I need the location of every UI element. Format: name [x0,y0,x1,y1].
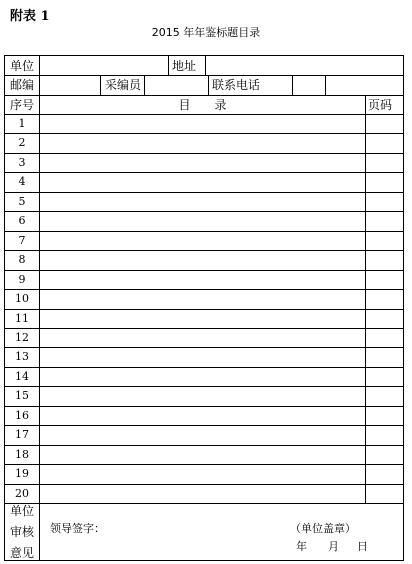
row-number: 17 [15,428,29,442]
grid-line [5,250,403,251]
catalog-form [4,55,404,561]
page-number-field[interactable] [366,153,403,172]
row-number: 16 [15,408,29,422]
address-label: 地址 [172,58,197,73]
page-number-field[interactable] [366,250,403,269]
grid-line [5,367,403,368]
contents-entry-field[interactable] [40,133,365,152]
contents-entry-field[interactable] [40,347,365,366]
contents-entry-field[interactable] [40,270,365,289]
grid-line [208,75,209,95]
grid-line [5,114,403,115]
seq-header: 序号 [10,97,35,112]
page-number-field[interactable] [366,445,403,464]
month-label: 月 [328,539,339,553]
row-number: 3 [18,155,26,169]
contents-entry-field[interactable] [40,445,365,464]
appendix-label: 附表 1 [10,9,50,24]
row-number: 18 [15,447,29,461]
postcode-field[interactable] [43,75,98,95]
row-number: 19 [15,467,29,481]
row-number: 12 [15,330,29,344]
grid-line [5,270,403,271]
row-number: 20 [15,486,29,500]
page-number-field[interactable] [366,289,403,308]
contents-entry-field[interactable] [40,309,365,328]
contents-entry-field[interactable] [40,328,365,347]
grid-line [205,56,206,75]
page-number-field[interactable] [366,172,403,191]
contents-entry-field[interactable] [40,425,365,444]
page-number-field[interactable] [366,231,403,250]
contents-entry-field[interactable] [40,386,365,405]
row-number: 1 [18,117,26,130]
grid-line [325,75,326,95]
page-number-field[interactable] [366,425,403,444]
year-label: 年 [296,539,307,553]
row-number: 14 [15,369,29,383]
contents-entry-field[interactable] [40,484,365,503]
review-label [5,505,39,559]
phone-label: 联系电话 [212,78,261,92]
row-number: 5 [18,194,26,208]
row-number: 8 [18,253,26,267]
unit-label: 单位 [10,58,35,73]
page-number-field[interactable] [366,328,403,347]
row-number: 6 [18,214,26,228]
page-number-field[interactable] [366,309,403,328]
unit-field[interactable] [43,56,168,75]
contents-entry-field[interactable] [40,367,365,386]
contents-entry-field[interactable] [40,289,365,308]
leader-signature-label: 领导签字： [50,521,105,535]
grid-line [5,445,403,446]
grid-line [5,192,403,193]
row-number: 13 [15,350,29,364]
grid-line [5,95,403,96]
grid-line [5,386,403,387]
row-number: 2 [18,136,26,150]
page-number-field[interactable] [366,464,403,483]
postcode-label: 邮编 [10,78,35,92]
grid-line [168,56,169,75]
page-number-field[interactable] [366,386,403,405]
address-field[interactable] [208,56,398,75]
contents-entry-field[interactable] [40,192,365,211]
contents-header: 目 录 [178,97,227,112]
review-label-line2: 审核 [9,525,34,539]
contents-entry-field[interactable] [40,211,365,230]
grid-line [144,75,145,95]
editor-label: 采编员 [105,78,142,92]
grid-line [5,231,403,232]
grid-line [292,75,293,95]
page-header: 页码 [368,97,393,112]
grid-line [5,347,403,348]
page-number-field[interactable] [366,133,403,152]
row-number: 9 [18,272,26,286]
page-number-field[interactable] [366,347,403,366]
seal-label: （单位盖章） [290,521,356,535]
grid-line [5,211,403,212]
grid-line [5,484,403,485]
page-number-field[interactable] [366,114,403,133]
page-number-field[interactable] [366,406,403,425]
contents-entry-field[interactable] [40,172,365,191]
contents-entry-field[interactable] [40,153,365,172]
grid-line [5,464,403,465]
contents-entry-field[interactable] [40,464,365,483]
grid-line [365,95,366,503]
grid-line [5,172,403,173]
grid-line [5,289,403,290]
row-number: 4 [18,175,26,189]
editor-field[interactable] [148,75,206,95]
grid-line [5,406,403,407]
row-number: 15 [15,389,29,403]
contents-entry-field[interactable] [40,114,365,133]
page-number-field[interactable] [366,192,403,211]
row-number: 7 [18,233,26,247]
grid-line [5,75,403,76]
contents-entry-field[interactable] [40,231,365,250]
review-label-line1: 单位 [9,504,34,518]
grid-line [5,425,403,426]
grid-line [5,153,403,154]
document-title: 2015 年年鉴标题目录 [151,26,261,39]
grid-line [5,503,403,504]
page-number-field[interactable] [366,484,403,503]
grid-line [5,328,403,329]
day-label: 日 [357,539,368,553]
review-label-line3: 意见 [9,546,34,560]
page-number-field[interactable] [366,367,403,386]
phone-field[interactable] [296,75,396,95]
row-number: 11 [15,311,29,325]
grid-line [5,309,403,310]
row-number: 10 [15,292,29,306]
contents-entry-field[interactable] [40,406,365,425]
contents-entry-field[interactable] [40,250,365,269]
grid-line [5,133,403,134]
page-number-field[interactable] [366,211,403,230]
grid-line [100,75,101,95]
page-number-field[interactable] [366,270,403,289]
